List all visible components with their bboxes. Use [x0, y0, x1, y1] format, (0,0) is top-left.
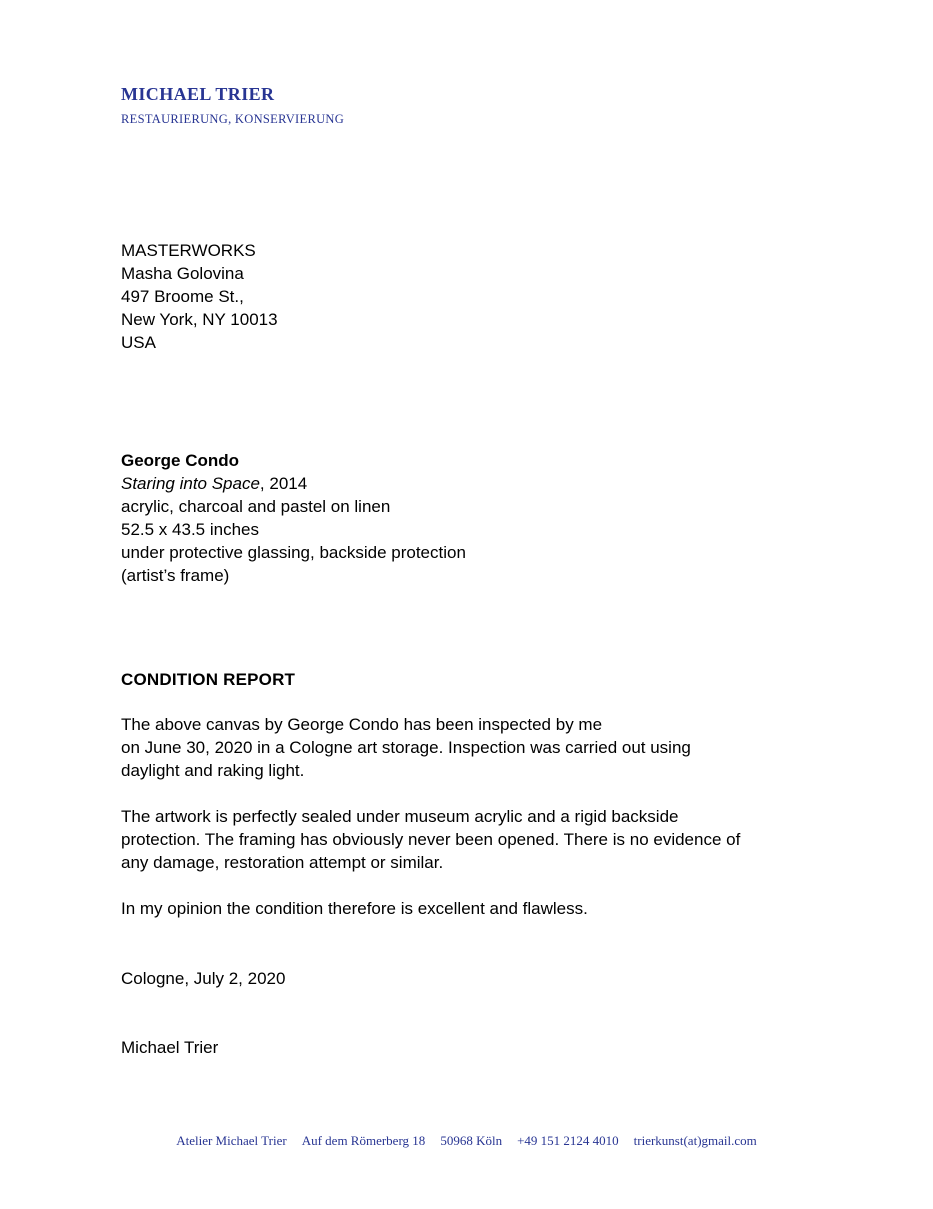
- paragraph-line: any damage, restoration attempt or similar.: [121, 853, 444, 872]
- report-heading: CONDITION REPORT: [121, 670, 296, 689]
- artwork-framing: under protective glassing, backside protection: [121, 543, 466, 562]
- paragraph-line: protection. The framing has obviously never been opened. There is no evidence of: [121, 830, 741, 849]
- artwork-description: [121, 449, 823, 587]
- signature-name: Michael Trier: [121, 1038, 219, 1057]
- paragraph-line: The artwork is perfectly sealed under museum acrylic and a rigid backside: [121, 807, 679, 826]
- artwork-frame-note: (artist’s frame): [121, 566, 230, 585]
- letterhead-name: MICHAEL TRIER: [121, 84, 275, 104]
- artwork-title: Staring into Space: [121, 474, 260, 493]
- paragraph-line: on June 30, 2020 in a Cologne art storage. Inspection was carried out using: [121, 738, 691, 757]
- letterhead: [121, 84, 823, 127]
- artwork-dimensions: 52.5 x 43.5 inches: [121, 520, 259, 539]
- report-paragraph-1: [121, 713, 823, 782]
- footer-street: Auf dem Römerberg 18: [301, 1133, 426, 1148]
- paragraph-line: In my opinion the condition therefore is excellent and flawless.: [121, 899, 588, 918]
- footer-city: 50968 Köln: [440, 1133, 503, 1148]
- footer-email: trierkunst(at)gmail.com: [633, 1133, 757, 1148]
- report-paragraph-3: [121, 897, 823, 920]
- recipient-address: [121, 239, 823, 354]
- recipient-street: 497 Broome St.,: [121, 287, 244, 306]
- artwork-year: , 2014: [259, 474, 308, 493]
- paragraph-line: The above canvas by George Condo has been inspected by me: [121, 715, 603, 734]
- artwork-medium: acrylic, charcoal and pastel on linen: [121, 497, 391, 516]
- footer-atelier: Atelier Michael Trier: [176, 1133, 287, 1148]
- letter-footer: [0, 1133, 933, 1149]
- recipient-city: New York, NY 10013: [121, 310, 278, 329]
- date-place-line: Cologne, July 2, 2020: [121, 969, 286, 988]
- footer-phone: +49 151 2124 4010: [517, 1133, 619, 1148]
- artwork-title-line: [121, 472, 823, 495]
- report-body: [121, 713, 823, 920]
- letterhead-subtitle: RESTAURIERUNG, KONSERVIERUNG: [121, 112, 345, 126]
- report-paragraph-2: [121, 805, 823, 874]
- recipient-company: MASTERWORKS: [121, 241, 256, 260]
- artwork-artist: George Condo: [121, 451, 240, 470]
- recipient-contact: Masha Golovina: [121, 264, 244, 283]
- recipient-country: USA: [121, 333, 156, 352]
- paragraph-line: daylight and raking light.: [121, 761, 305, 780]
